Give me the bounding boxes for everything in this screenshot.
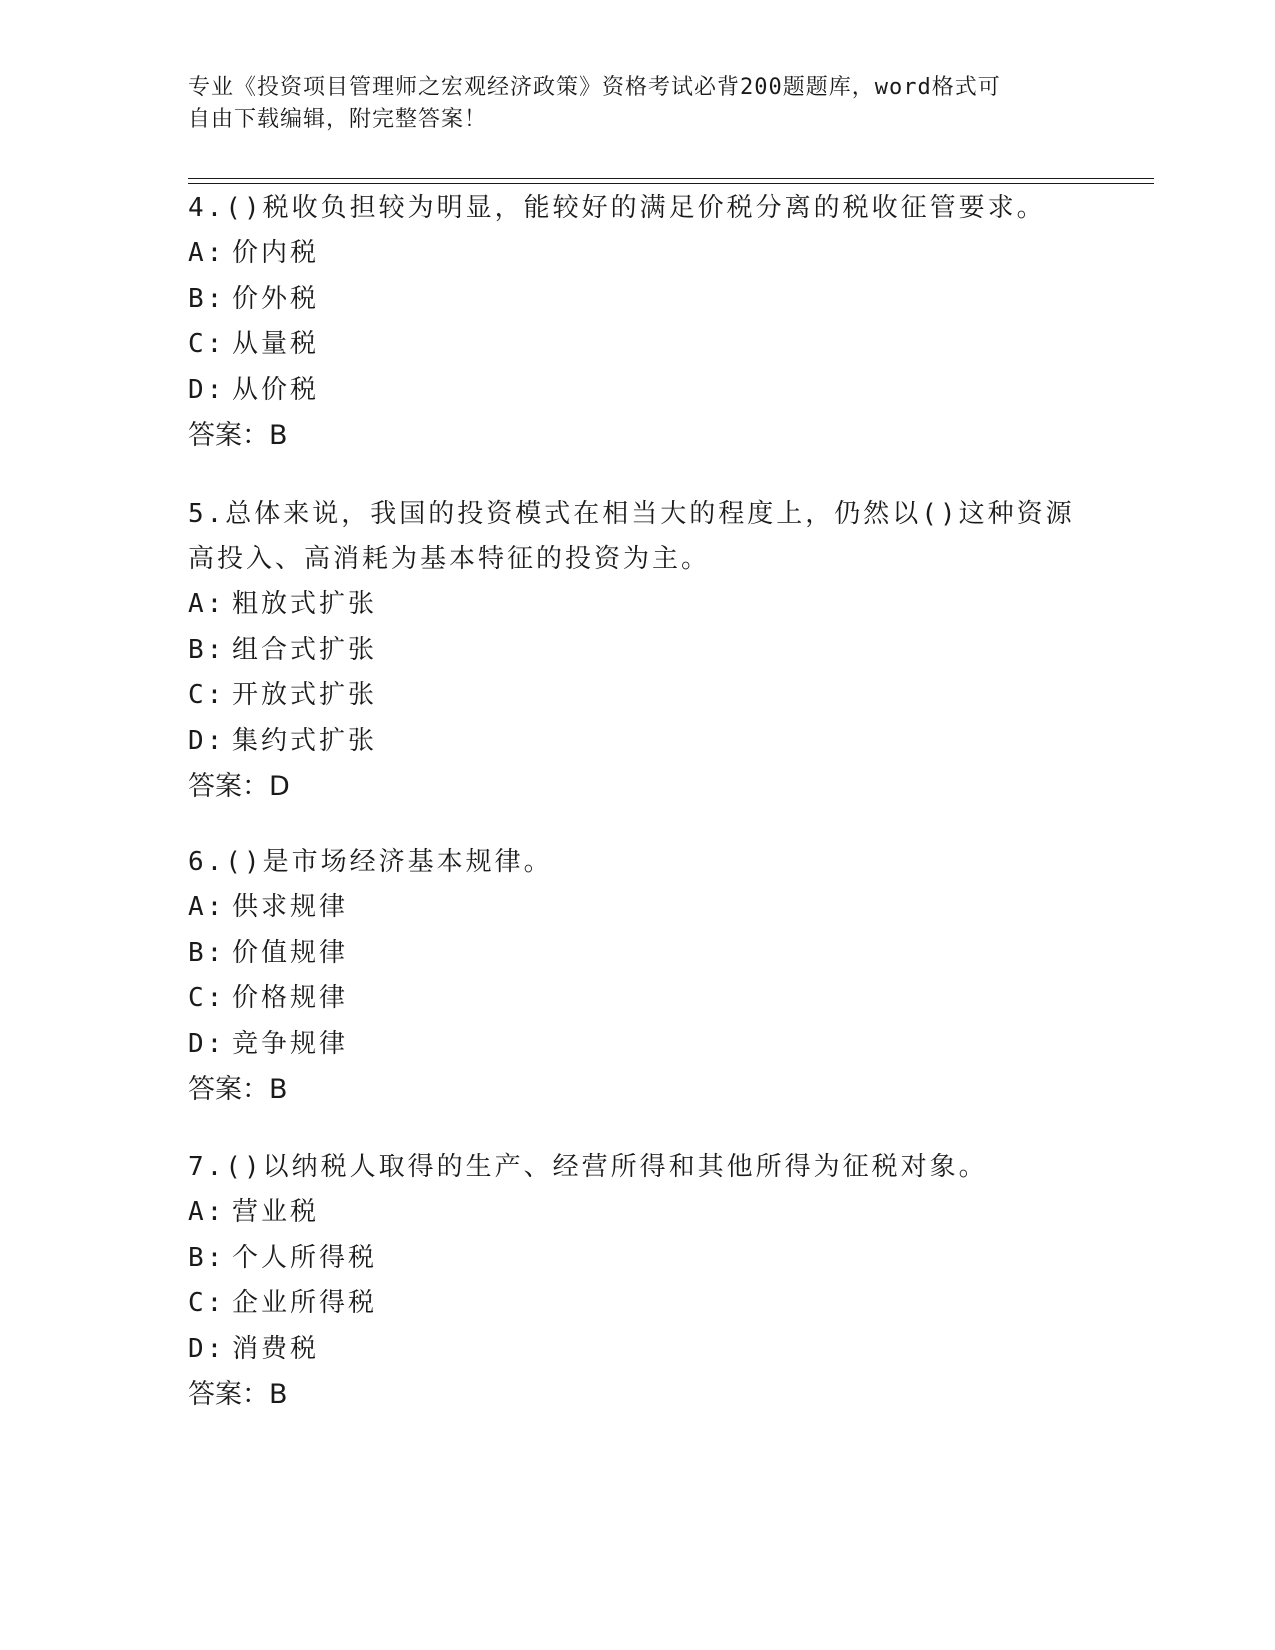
header-divider-bottom	[188, 183, 1154, 184]
option-c: C: 从量税	[188, 329, 320, 359]
option-b: B: 价外税	[188, 283, 320, 314]
option-d: D: 从价税	[188, 374, 320, 405]
header-divider-top	[188, 178, 1154, 179]
option-b: B: 价值规律	[188, 937, 349, 968]
option-b: B: 组合式扩张	[188, 634, 378, 665]
question-6	[188, 840, 1088, 1112]
option-b: B: 个人所得税	[188, 1242, 378, 1273]
question-stem: 5.总体来说，我国的投资模式在相当大的程度上，仍然以()这种资源	[188, 499, 1075, 529]
option-a: A: 粗放式扩张	[188, 589, 378, 619]
question-7	[188, 1145, 1088, 1417]
option-a: A: 价内税	[188, 238, 320, 268]
header-line-2: 自由下载编辑，附完整答案！	[188, 107, 488, 132]
option-d: D: 消费税	[188, 1333, 320, 1364]
option-a: A: 供求规律	[188, 892, 349, 922]
answer-label: 答案：B	[188, 420, 288, 451]
answer-label: 答案：B	[188, 1379, 288, 1410]
option-d: D: 集约式扩张	[188, 725, 378, 756]
answer-label: 答案：D	[188, 771, 290, 802]
document-header	[188, 72, 1068, 136]
question-5	[188, 492, 1088, 809]
option-c: C: 企业所得税	[188, 1288, 378, 1318]
answer-label: 答案：B	[188, 1074, 288, 1105]
option-a: A: 营业税	[188, 1197, 320, 1227]
question-stem: 4.()税收负担较为明显，能较好的满足价税分离的税收征管要求。	[188, 193, 1046, 223]
option-c: C: 价格规律	[188, 983, 349, 1013]
header-line-1: 专业《投资项目管理师之宏观经济政策》资格考试必背200题题库，word格式可	[188, 75, 1001, 100]
option-d: D: 竞争规律	[188, 1028, 349, 1059]
question-stem: 6.()是市场经济基本规律。	[188, 847, 553, 877]
question-4	[188, 186, 1088, 458]
question-stem-continued: 高投入、高消耗为基本特征的投资为主。	[188, 544, 711, 574]
question-stem: 7.()以纳税人取得的生产、经营所得和其他所得为征税对象。	[188, 1152, 988, 1182]
option-c: C: 开放式扩张	[188, 680, 378, 710]
